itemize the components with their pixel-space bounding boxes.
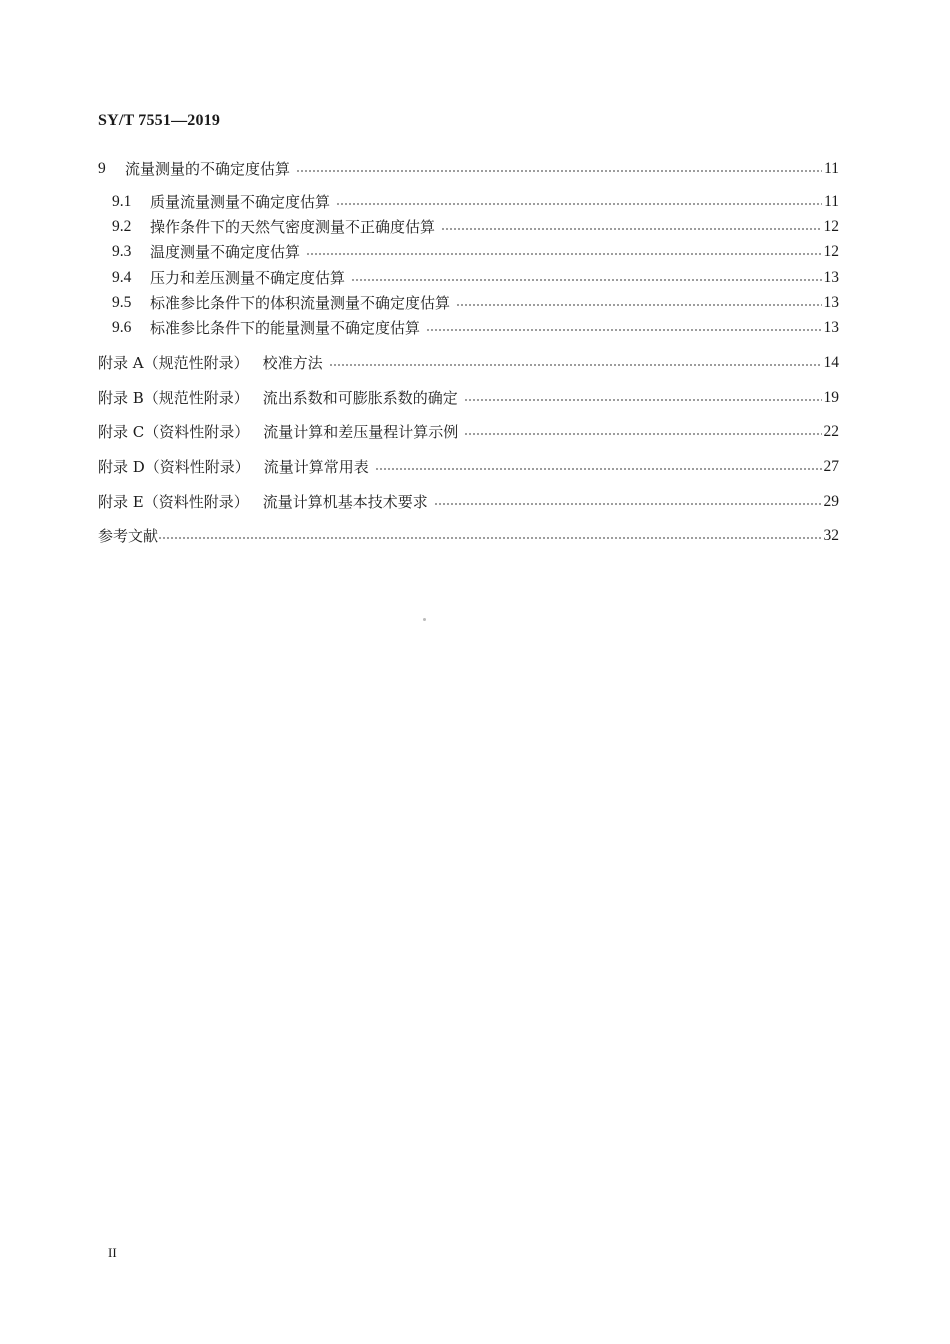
toc-entry-title: 标准参比条件下的体积流量测量不确定度估算 [150,294,451,312]
toc-entry-9[interactable] [98,158,839,180]
toc-entry-title [98,387,464,409]
toc-entry-number: 9 [98,160,106,177]
dot-leader [464,397,822,403]
toc-entry-page: 11 [824,193,839,210]
dot-leader [296,168,822,174]
toc-entry-appendix-a[interactable] [98,352,839,374]
toc-entry-number: 9.6 [112,319,132,336]
appendix-label: 附录 E（资料性附录） [98,493,249,511]
toc-entry-page: 13 [823,319,839,336]
dot-leader [351,277,821,283]
toc-entry-title: 操作条件下的天然气密度测量不正确度估算 [150,218,436,236]
appendix-title: 流出系数和可膨胀系数的确定 [262,389,458,407]
appendix-label: 附录 D（资料性附录） [98,458,250,476]
toc-entry-page: 12 [823,243,839,260]
toc-entry-title: 温度测量不确定度估算 [150,243,301,261]
dot-leader [464,431,821,437]
toc-entry-number: 9.3 [112,243,132,260]
page-number: II [108,1245,117,1260]
toc-entry-9-4[interactable] [112,267,839,289]
toc-entry-title: 参考文献 [98,527,159,545]
dot-leader [158,535,821,541]
dot-leader [456,302,821,308]
toc-entry-page: 32 [823,527,839,544]
dot-leader [426,327,821,333]
toc-entry-title: 流量测量的不确定度估算 [125,160,291,178]
toc-entry-appendix-c[interactable] [98,421,839,443]
toc-entry-page: 29 [823,493,839,510]
toc-entry-appendix-b[interactable] [98,387,839,409]
toc-entry-title [98,491,434,513]
toc-entry-page: 22 [823,423,839,440]
toc-entry-page: 14 [823,354,839,371]
toc-entry-title [98,352,329,374]
toc-entry-references[interactable] [98,525,839,547]
toc-entry-page: 19 [823,389,839,406]
toc-entry-number: 9.1 [112,193,132,210]
scan-speck [423,618,426,621]
toc-entry-title: 质量流量测量不确定度估算 [150,193,331,211]
toc-entry-9-6[interactable] [112,317,839,339]
toc-entry-page: 27 [823,458,839,475]
dot-leader [441,226,821,232]
toc-entry-9-5[interactable] [112,292,839,314]
appendix-title: 校准方法 [262,354,323,372]
toc-entry-number: 9.2 [112,218,132,235]
toc-entry-page: 13 [823,269,839,286]
dot-leader [336,201,822,207]
toc-entry-9-2[interactable] [112,216,839,238]
appendix-label: 附录 A（规范性附录） [98,354,249,372]
appendix-title: 流量计算和差压量程计算示例 [263,423,459,441]
appendix-title: 流量计算常用表 [263,458,369,476]
toc-entry-appendix-d[interactable] [98,456,839,478]
standard-code: SY/T 7551—2019 [98,112,221,129]
toc-entry-title: 压力和差压测量不确定度估算 [150,269,346,287]
toc-entry-title [98,421,464,443]
appendix-label: 附录 C（资料性附录） [98,423,250,441]
toc-entry-number: 9.4 [112,269,132,286]
toc-entry-title: 标准参比条件下的能量测量不确定度估算 [150,319,421,337]
toc-entry-page: 13 [823,294,839,311]
dot-leader [375,466,822,472]
toc-entry-9-1[interactable] [112,191,839,213]
toc-entry-page: 11 [824,160,839,177]
dot-leader [434,501,822,507]
toc-entry-9-3[interactable] [112,241,839,263]
appendix-label: 附录 B（规范性附录） [98,389,249,407]
appendix-title: 流量计算机基本技术要求 [262,493,428,511]
toc-entry-title [98,456,375,478]
dot-leader [306,251,821,257]
toc-entry-appendix-e[interactable] [98,491,839,513]
toc-entry-number: 9.5 [112,294,132,311]
toc-entry-page: 12 [823,218,839,235]
dot-leader [329,362,822,368]
